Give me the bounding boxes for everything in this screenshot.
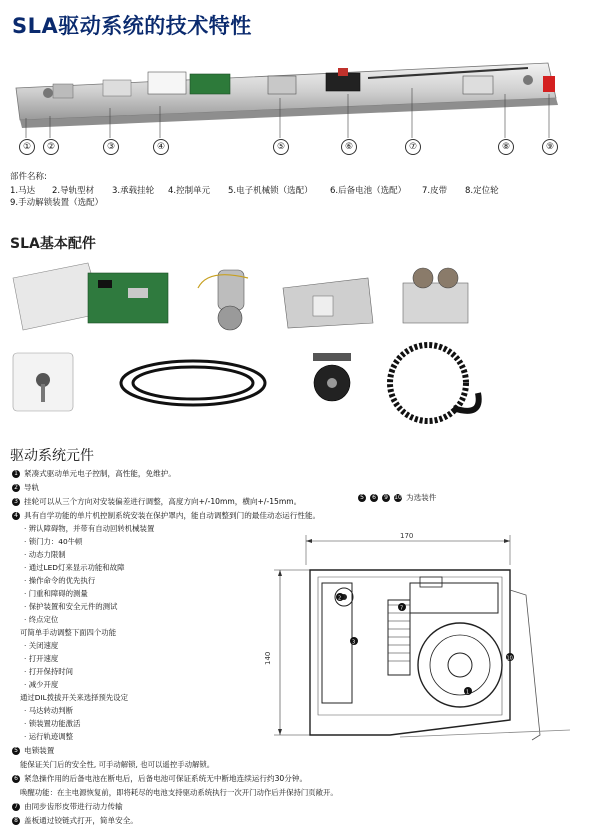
feature-8-text: 盖板通过铰链式打开，简单安全。 (24, 816, 138, 825)
dil-item-1: · 马达转动判断 (24, 706, 74, 715)
optional-5-icon: 5 (358, 494, 366, 502)
optional-note (358, 492, 436, 503)
part-3: 3.承载挂轮 (112, 186, 155, 196)
feature-2 (12, 482, 39, 493)
marker-2: ② (43, 139, 59, 155)
feature-5-desc: 能保证关门后的安全性, 可手动解锁, 也可以遥控手动解锁。 (20, 760, 215, 769)
optional-text: 为选装件 (406, 493, 437, 502)
adjust-item-2: · 打开速度 (24, 654, 59, 663)
marker-4: ④ (153, 139, 169, 155)
bullet-2-icon: 2 (12, 484, 20, 492)
f4-item-2: · 锁门力：40牛顿 (24, 537, 83, 546)
dil-item-3: · 运行轨迹调整 (24, 732, 74, 741)
idler-bracket (313, 353, 351, 361)
feature-5-text: 电锁装置 (24, 746, 55, 755)
marker-5: ⑤ (273, 139, 289, 155)
feature-5 (12, 745, 54, 756)
feature-6 (12, 773, 307, 784)
optional-10-icon: 10 (394, 494, 402, 501)
adjust-title: 可简单手动调整下面四个功能 (20, 628, 117, 637)
marker-7: ⑦ (405, 139, 421, 155)
f4-item-1: · 辨认障碍物，并带有自动回转机械装置 (24, 524, 155, 533)
cross-section-drawing (264, 525, 588, 753)
feature-2-text: 导轨 (24, 483, 40, 492)
callout-1: 1 (466, 689, 470, 696)
drive-rail-image (8, 58, 573, 138)
bullet-8-icon: 8 (12, 817, 20, 825)
optional-6-icon: 6 (370, 494, 378, 502)
part-5: 5.电子机械锁（选配） (228, 186, 313, 196)
callout-7: 7 (400, 605, 404, 612)
bullet-7-icon: 7 (12, 803, 20, 811)
marker-8: ⑧ (498, 139, 514, 155)
dil-item-2: · 锁装置功能激活 (24, 719, 81, 728)
feature-4-text: 具有自学功能的单片机控制系统安装在保护罩内，能自动调整到门的最佳动态运行性能。 (24, 511, 321, 520)
part-6: 6.后备电池（选配） (330, 186, 407, 196)
bullet-6-icon: 6 (12, 775, 20, 783)
accessories-title: SLA基本配件 (10, 236, 96, 252)
part-1: 1.马达 (10, 186, 36, 196)
marker-9: ⑨ (542, 139, 558, 155)
f4-item-6: · 门重和障碍的测量 (24, 589, 88, 598)
page-title: SLA驱动系统的技术特性 (12, 14, 252, 38)
feature-3 (12, 496, 301, 507)
feature-6-desc: 唤醒功能：在主电源恢复前，即将耗尽的电池支持驱动系统执行一次开门动作后并保持门页敞开。 (20, 788, 338, 797)
optional-9-icon: 9 (382, 494, 390, 502)
f4-item-3: · 动态力限制 (24, 550, 66, 559)
part-2: 2.导轨型材 (52, 186, 95, 196)
bullet-3-icon: 3 (12, 498, 20, 506)
feature-7-text: 由同步齿形皮带进行动力传输 (24, 802, 123, 811)
callout-10: 10 (506, 655, 513, 662)
part-8: 8.定位轮 (465, 186, 499, 196)
part-9: 9.手动解锁装置（选配） (10, 198, 104, 208)
feature-4 (12, 510, 320, 521)
feature-3-text: 挂轮可以从三个方向对安装偏差进行调整，高度方向+/-10mm，横向+/-15mm。 (24, 497, 302, 506)
height-dimension: 140 (264, 651, 272, 665)
f4-item-7: · 保护装置和安全元件的测试 (24, 602, 118, 611)
marker-1: ① (19, 139, 35, 155)
bullet-1-icon: 1 (12, 470, 20, 478)
callout-2: 2 (338, 595, 342, 602)
marker-3: ③ (103, 139, 119, 155)
adjust-item-3: · 打开保持时间 (24, 667, 74, 676)
feature-1 (12, 468, 176, 479)
width-dimension: 170 (400, 532, 414, 540)
accessories-images (8, 258, 588, 428)
parts-heading: 部件名称: (10, 172, 47, 182)
callout-3: 3 (352, 639, 356, 646)
roller-carriage (403, 283, 468, 323)
components-title: 驱动系统元件 (10, 448, 94, 464)
bullet-5-icon: 5 (12, 747, 20, 755)
feature-7 (12, 801, 123, 812)
feature-6-text: 紧急操作用的后备电池在断电后，后备电池可保证系统无中断地连续运行约30分钟。 (24, 774, 308, 783)
bullet-4-icon: 4 (12, 512, 20, 520)
f4-item-8: · 终点定位 (24, 615, 59, 624)
part-7: 7.皮带 (422, 186, 448, 196)
adjust-item-1: · 关闭速度 (24, 641, 59, 650)
dil-title: 通过DIL拨拔开关来选择预先设定 (20, 693, 129, 702)
f4-item-4: · 通过LED灯来显示功能和故障 (24, 563, 125, 572)
feature-1-text: 紧凑式驱动单元电子控制，高性能，免维护。 (24, 469, 176, 478)
marker-6: ⑥ (341, 139, 357, 155)
f4-item-5: · 操作命令的优先执行 (24, 576, 96, 585)
adjust-item-4: · 减少开度 (24, 680, 59, 689)
feature-8 (12, 815, 138, 826)
part-4: 4.控制单元 (168, 186, 211, 196)
